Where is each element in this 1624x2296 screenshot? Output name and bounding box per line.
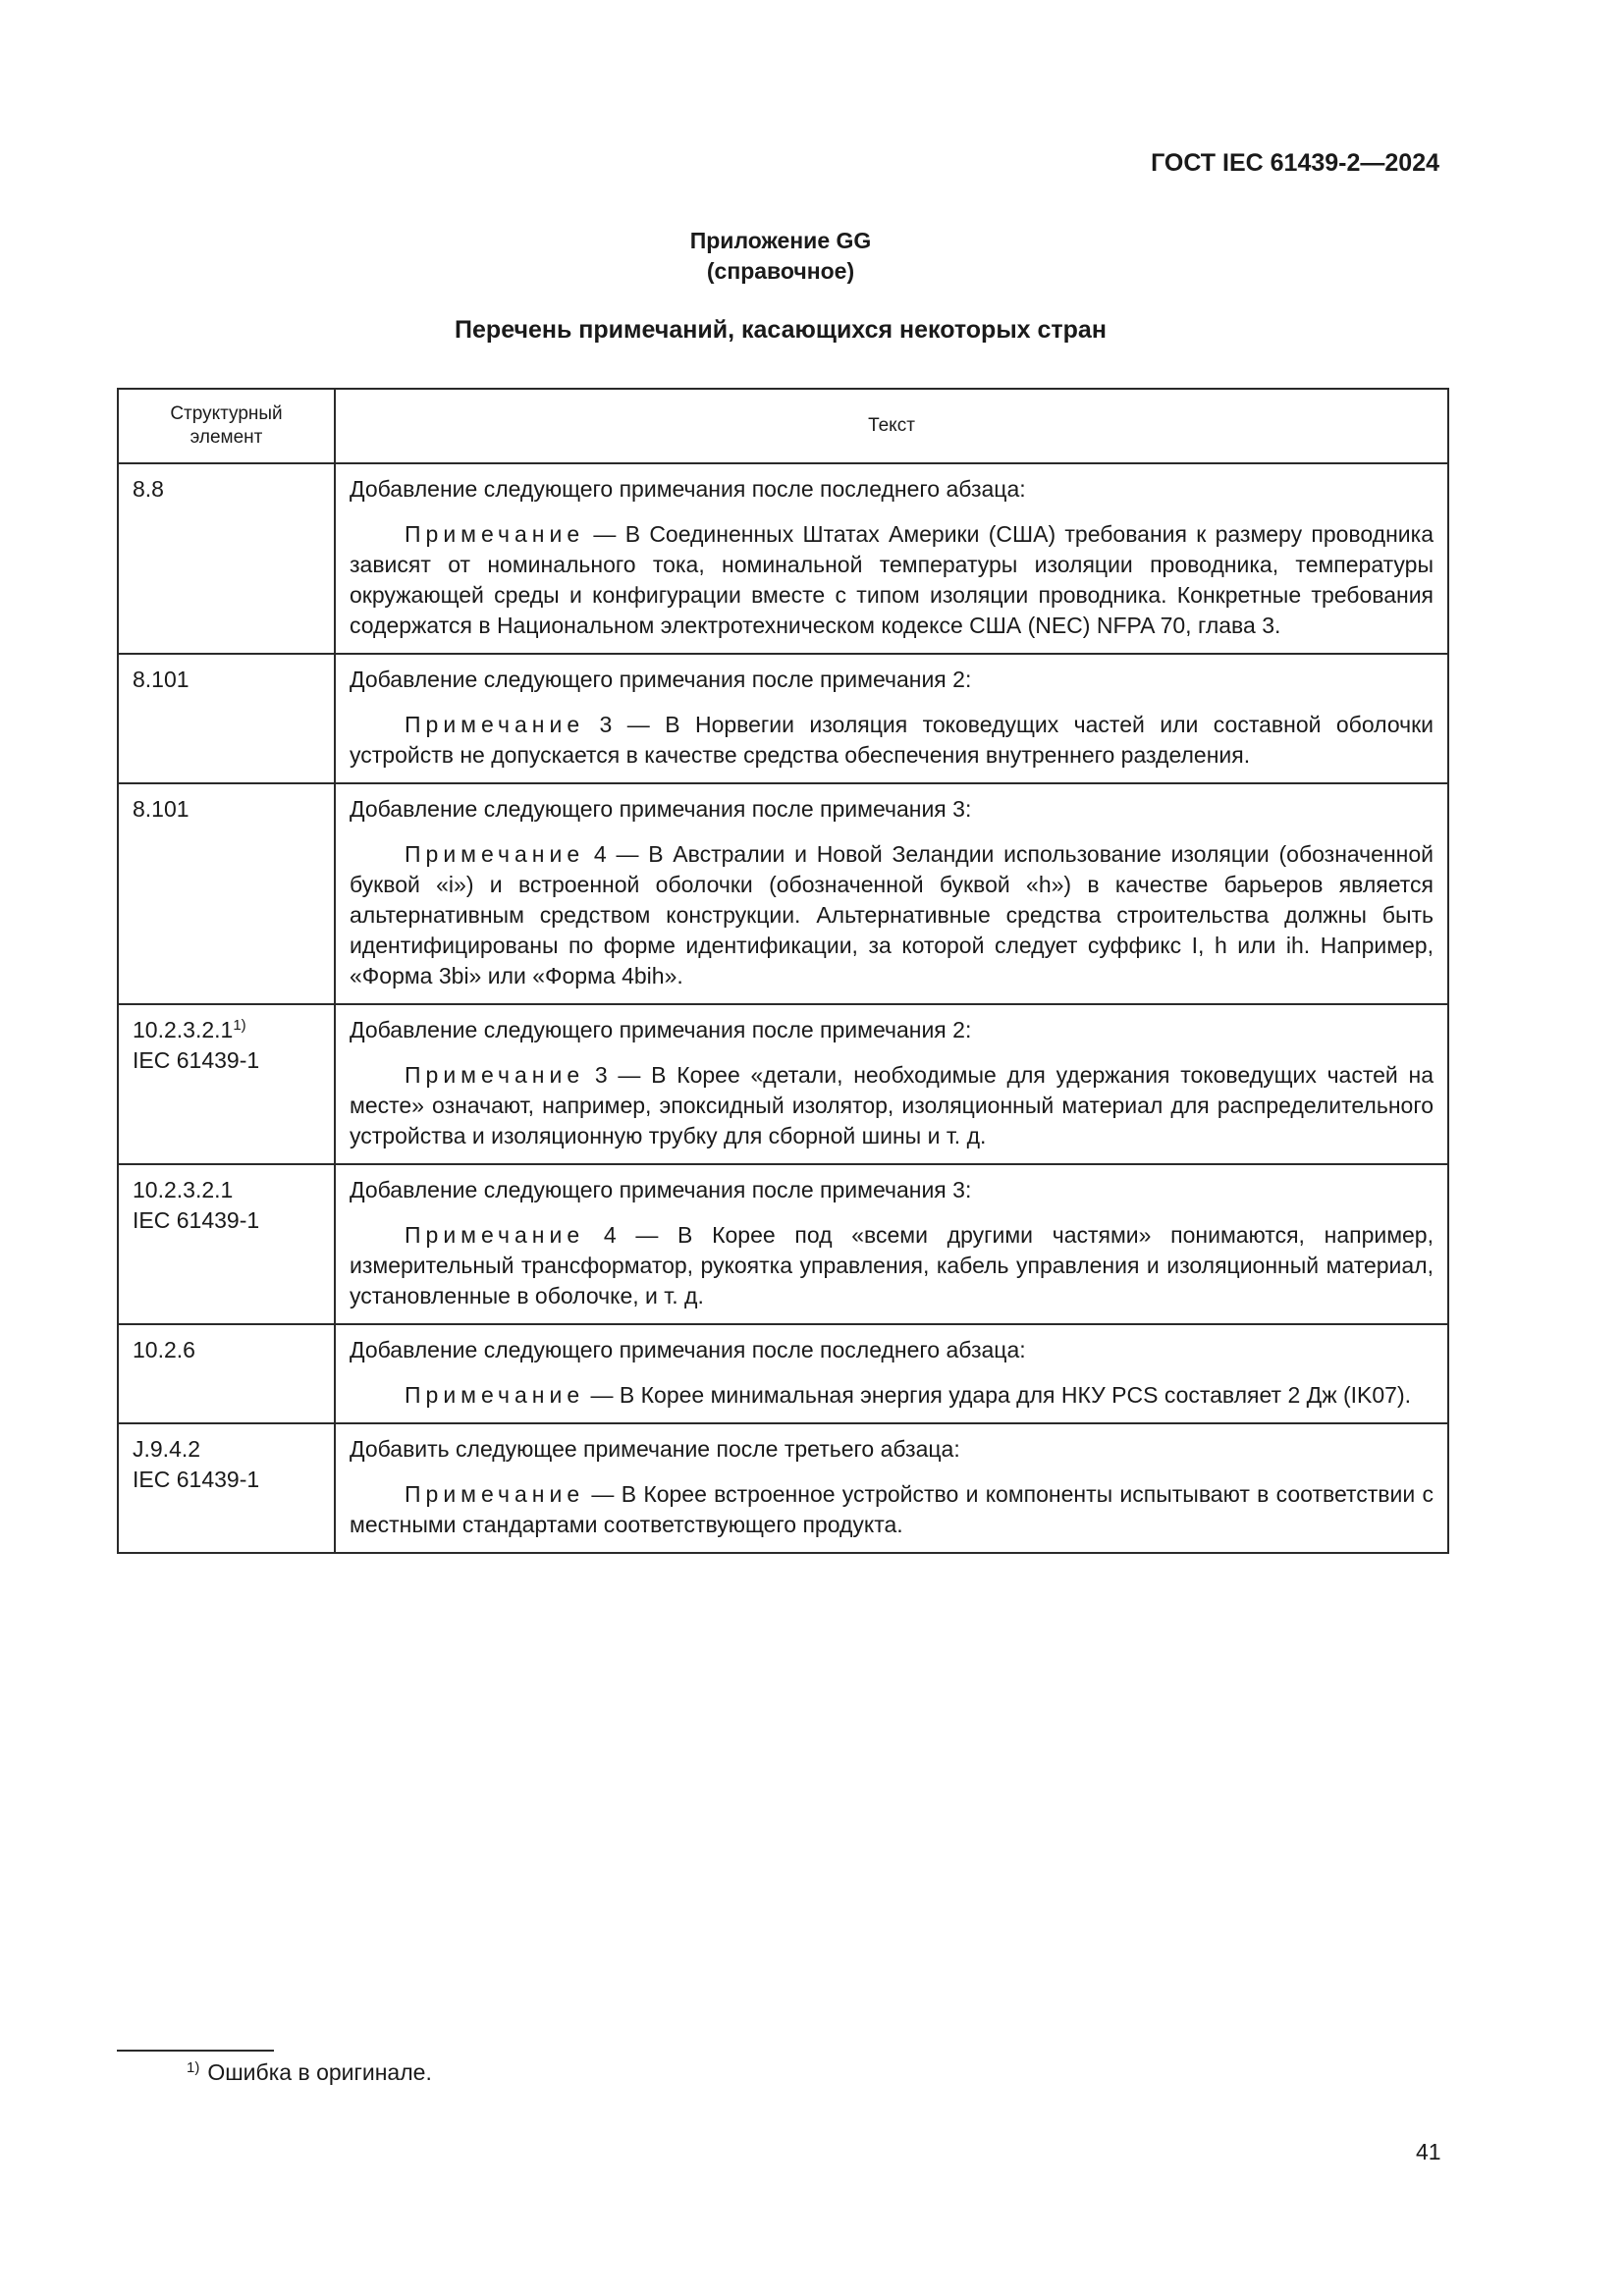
structural-element-cell bbox=[118, 463, 335, 654]
header-text: Текст bbox=[335, 389, 1448, 463]
text-cell bbox=[335, 654, 1448, 783]
note-paragraph bbox=[350, 710, 1434, 771]
annex-type: (справочное) bbox=[706, 258, 855, 284]
note-body: 3 — В Норвегии изоляция токоведущих частей или составной оболочки устройств не допускается в качестве средства обеспечения внутреннего разделения. bbox=[350, 712, 1434, 768]
footnote-mark: 1) bbox=[187, 2059, 200, 2076]
annex-title: Приложение GG bbox=[689, 228, 872, 253]
note-body: — В Корее встроенное устройство и компоненты испытывают в соответствии с местными стандартами соответствующего продукта. bbox=[350, 1481, 1434, 1537]
note-label: Примечание bbox=[405, 1481, 585, 1507]
element-number: 8.101 bbox=[133, 796, 189, 822]
structural-element-cell bbox=[118, 783, 335, 1004]
structural-element-cell bbox=[118, 1423, 335, 1553]
footnote-reference: 1) bbox=[233, 1017, 246, 1034]
footnote-text: Ошибка в оригинале. bbox=[207, 2059, 432, 2085]
note-label: Примечание bbox=[405, 841, 585, 867]
note-label: Примечание bbox=[405, 1062, 585, 1088]
element-standard: IEC 61439-1 bbox=[133, 1467, 260, 1492]
note-body: 4 — В Корее под «всеми другими частями» понимаются, например, измерительный трансформатор, рукоятка управления, кабель управления и изоляционный материал, установленные в оболочке, и т. д. bbox=[350, 1222, 1434, 1308]
note-paragraph bbox=[350, 1220, 1434, 1311]
structural-element-cell bbox=[118, 654, 335, 783]
note-paragraph bbox=[350, 839, 1434, 991]
note-body: 3 — В Корее «детали, необходимые для удержания токоведущих частей на месте» означают, например, эпоксидный изолятор, изоляционный материал для распределительного устройства и изоляционную трубку для сборной шины и т. д. bbox=[350, 1062, 1434, 1148]
note-paragraph bbox=[350, 1060, 1434, 1151]
footnote-divider bbox=[117, 2050, 274, 2052]
element-standard: IEC 61439-1 bbox=[133, 1207, 260, 1233]
table-row bbox=[118, 1004, 1448, 1164]
structural-element-cell bbox=[118, 1324, 335, 1423]
structural-element-cell bbox=[118, 1164, 335, 1324]
document-code: ГОСТ IEC 61439-2—2024 bbox=[1151, 149, 1439, 177]
table-row bbox=[118, 1164, 1448, 1324]
note-label: Примечание bbox=[405, 712, 585, 737]
amendment-intro: Добавление следующего примечания после примечания 3: bbox=[350, 796, 972, 822]
note-label: Примечание bbox=[405, 1382, 585, 1408]
element-number: 10.2.3.2.1 bbox=[133, 1177, 234, 1202]
element-number bbox=[133, 1015, 320, 1045]
list-title: Перечень примечаний, касающихся некоторых стран bbox=[455, 316, 1107, 344]
text-cell bbox=[335, 1423, 1448, 1553]
element-number-text: 10.2.3.2.1 bbox=[133, 1017, 234, 1042]
element-number: J.9.4.2 bbox=[133, 1436, 201, 1462]
note-paragraph bbox=[350, 1380, 1434, 1411]
amendment-intro: Добавление следующего примечания после последнего абзаца: bbox=[350, 476, 1026, 502]
text-cell bbox=[335, 783, 1448, 1004]
note-body: — В Соединенных Штатах Америки (США) требования к размеру проводника зависят от номинального тока, номинальной температуры изоляции проводника, температуры окружающей среды и конфигурации вместе с типом изоляции проводника. Конкретные требования содержатся в Национальном электротехническом кодексе США (NEC) NFPA 70, глава 3. bbox=[350, 521, 1434, 638]
table-row bbox=[118, 1324, 1448, 1423]
note-paragraph bbox=[350, 1479, 1434, 1540]
amendment-intro: Добавление следующего примечания после последнего абзаца: bbox=[350, 1337, 1026, 1362]
table-row bbox=[118, 654, 1448, 783]
amendment-intro: Добавление следующего примечания после примечания 2: bbox=[350, 667, 972, 692]
table-row bbox=[118, 783, 1448, 1004]
table-row bbox=[118, 463, 1448, 654]
header-element: Структурный элемент bbox=[118, 389, 335, 463]
table-row bbox=[118, 1423, 1448, 1553]
element-standard: IEC 61439-1 bbox=[133, 1047, 260, 1073]
text-cell bbox=[335, 1164, 1448, 1324]
element-number: 8.101 bbox=[133, 667, 189, 692]
note-paragraph bbox=[350, 519, 1434, 641]
text-cell bbox=[335, 463, 1448, 654]
page-number: 41 bbox=[1416, 2139, 1441, 2164]
annex-heading bbox=[0, 226, 1561, 287]
element-number: 10.2.6 bbox=[133, 1337, 195, 1362]
amendment-intro: Добавление следующего примечания после примечания 3: bbox=[350, 1177, 972, 1202]
note-label: Примечание bbox=[405, 1222, 585, 1248]
footnote bbox=[187, 2059, 432, 2086]
note-body: — В Корее минимальная энергия удара для НКУ PCS составляет 2 Дж (IK07). bbox=[584, 1382, 1412, 1408]
note-label: Примечание bbox=[405, 521, 585, 547]
text-cell bbox=[335, 1004, 1448, 1164]
element-number: 8.8 bbox=[133, 476, 164, 502]
note-body: 4 — В Австралии и Новой Зеландии использование изоляции (обозначенной буквой «i») и встроенной оболочки (обозначенной буквой «h») в качестве барьеров является альтернативным средством конструкции. Альтернативные средства строительства должны быть идентифицированы по форме идентификации, за которой следует суффикс I, h или ih. Например, «Форма 3bi» или «Форма 4bih». bbox=[350, 841, 1434, 988]
text-cell bbox=[335, 1324, 1448, 1423]
amendment-intro: Добавить следующее примечание после третьего абзаца: bbox=[350, 1436, 960, 1462]
country-notes-table bbox=[117, 388, 1449, 1554]
table-header-row bbox=[118, 389, 1448, 463]
amendment-intro: Добавление следующего примечания после примечания 2: bbox=[350, 1017, 972, 1042]
structural-element-cell bbox=[118, 1004, 335, 1164]
